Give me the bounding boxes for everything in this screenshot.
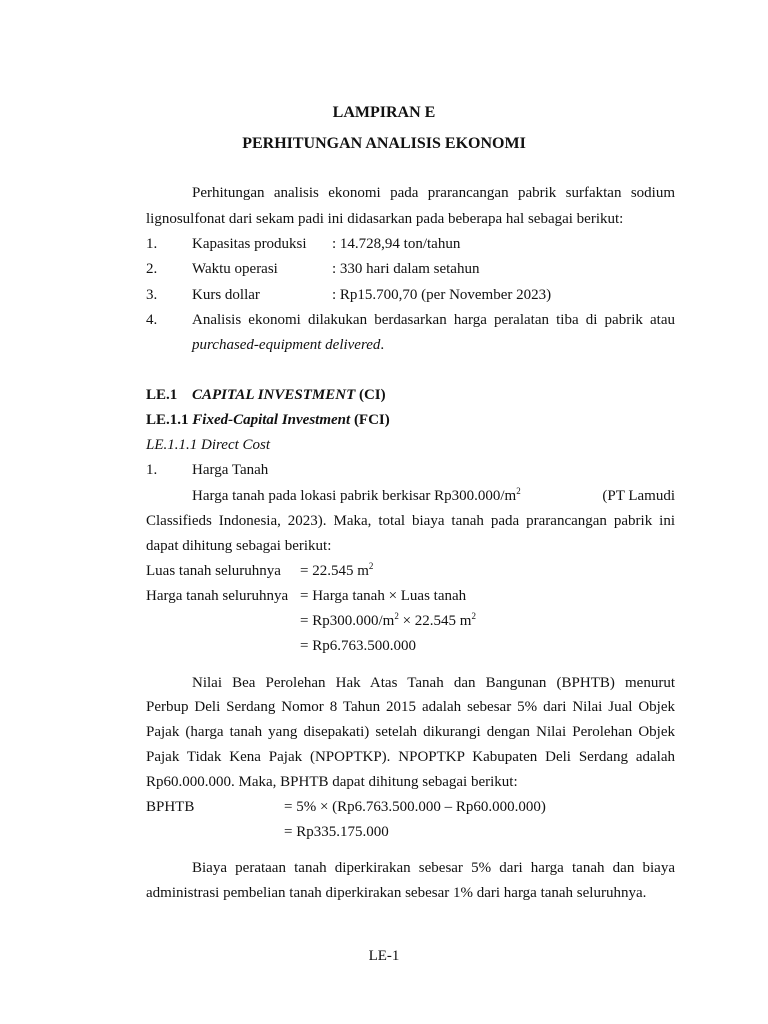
section-le11-abbr: (FCI) [353,412,390,428]
harga-tanah-citation: (PT Lamudi [602,488,675,504]
period: . [380,337,385,353]
list-item-label: Kapasitas produksi [192,236,307,252]
section-le1-title: CAPITAL INVESTMENT [192,387,356,403]
bphtb-eq-1: = 5% × (Rp6.763.500.000 – Rp60.000.000) [284,799,546,815]
item-number: 1. [146,462,158,478]
section-le1-heading [192,385,386,405]
list-item-continuation [192,335,384,355]
list-item-value: : 330 hari dalam setahun [332,261,480,277]
list-item-label: Kurs dollar [192,287,260,303]
harga-tanah-eq-1: = Harga tanah × Luas tanah [300,588,467,604]
section-le1-number: LE.1 [146,387,178,403]
eq-part: = Rp300.000/m [300,613,395,629]
harga-tanah-price: Harga tanah pada lokasi pabrik berkisar Rp300.000/m [192,488,517,504]
superscript: 2 [516,486,521,496]
harga-tanah-label: Harga tanah seluruhnya [146,588,289,604]
harga-tanah-eq-3: = Rp6.763.500.000 [300,638,416,654]
superscript: 2 [471,611,476,621]
intro-line-2: lignosulfonat dari sekam padi ini didasarkan pada beberapa hal sebagai berikut: [146,211,624,227]
perataan-line-2: administrasi pembelian tanah diperkirakan sebesar 1% dari harga tanah seluruhnya. [146,885,647,901]
superscript: 2 [394,611,399,621]
italic-term: purchased-equipment delivered [192,337,381,353]
harga-tanah-eq-2 [300,611,476,631]
harga-tanah-line-1 [192,486,675,506]
bphtb-line-1: Nilai Bea Perolehan Hak Atas Tanah dan Bangunan (BPHTB) menurut [192,675,675,691]
section-le11-title: Fixed-Capital Investment [192,412,351,428]
bphtb-line-3: Pajak (harga tanah yang disepakati) setelah dikurangi dengan Nilai Perolehan Objek [146,724,675,740]
list-item-number: 4. [146,312,158,328]
bphtb-line-2: Perbup Deli Serdang Nomor 8 Tahun 2015 adalah sebesar 5% dari Nilai Jual Objek [146,699,675,715]
list-item-label: Analisis ekonomi dilakukan berdasarkan harga peralatan tiba di pabrik atau [192,312,675,328]
bphtb-label: BPHTB [146,799,195,815]
bphtb-line-5: Rp60.000.000. Maka, BPHTB dapat dihitung sebagai berikut: [146,774,518,790]
appendix-title: LAMPIRAN E [332,104,436,121]
bphtb-line-4: Pajak Tidak Kena Pajak (NPOPTKP). NPOPTKP Kabupaten Deli Serdang adalah [146,749,675,765]
section-le11-number: LE.1.1 [146,412,189,428]
list-item-value: : Rp15.700,70 (per November 2023) [332,287,552,303]
section-le1-abbr: (CI) [358,387,386,403]
item-title: Harga Tanah [192,462,269,478]
list-item-label: Waktu operasi [192,261,278,277]
bphtb-eq-2: = Rp335.175.000 [284,824,389,840]
luas-value-text: = 22.545 m [300,563,369,579]
list-item-number: 3. [146,287,158,303]
appendix-subtitle: PERHITUNGAN ANALISIS EKONOMI [242,135,526,152]
list-item-number: 1. [146,236,158,252]
harga-tanah-line-3: dapat dihitung sebagai berikut: [146,538,332,554]
harga-tanah-text [192,486,521,506]
eq-part: × 22.545 m [402,613,472,629]
page-number: LE-1 [368,948,400,964]
section-le11-heading [146,410,390,430]
list-item-number: 2. [146,261,158,277]
luas-tanah-value [300,561,373,581]
luas-tanah-label: Luas tanah seluruhnya [146,563,281,579]
intro-line-1: Perhitungan analisis ekonomi pada prarancangan pabrik surfaktan sodium [192,185,675,201]
list-item-value: : 14.728,94 ton/tahun [332,236,461,252]
harga-tanah-line-2: Classifieds Indonesia, 2023). Maka, total biaya tanah pada prarancangan pabrik ini [146,513,675,529]
perataan-line-1: Biaya perataan tanah diperkirakan sebesar 5% dari harga tanah dan biaya [192,860,675,876]
section-le111-heading: LE.1.1.1 Direct Cost [146,437,271,453]
superscript: 2 [368,561,374,571]
